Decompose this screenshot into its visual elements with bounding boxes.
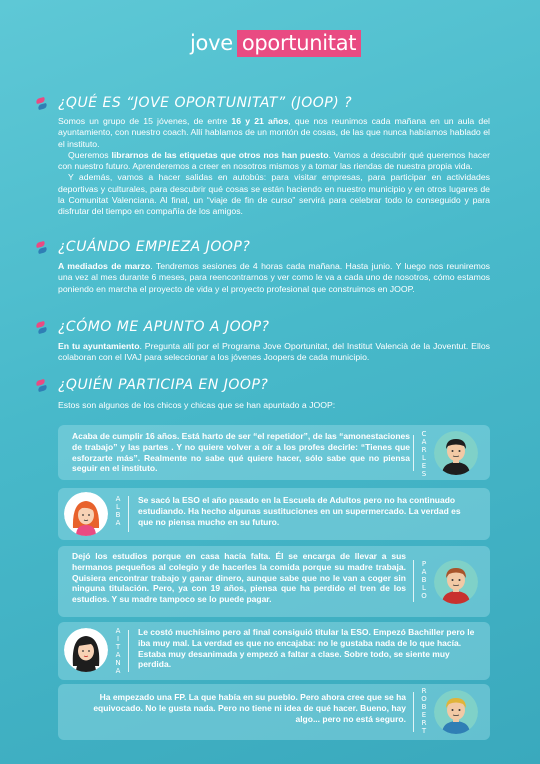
section-heading (36, 316, 488, 338)
testimonial-text: Acaba de cumplir 16 años. Está harto de ser “el repetidor”, de las “amonestaciones de trabajo” y las partes . Y no quiere volver a oír a los profes decirle: “Tienes que esforzarte más”. Realmente no sabe qué quiere hacer, sólo sabe que no piensa seguir en el instituto. (72, 431, 410, 474)
divider (128, 630, 129, 672)
logo-jove: jove (190, 31, 233, 55)
divider (413, 692, 414, 732)
testimonial-text: Ha empezado una FP. La que había en su pueblo. Pero ahora cree que se ha equivocado. No le gusta nada. Pero no tiene ni idea de qué hacer. Bueno, hay algo... pero no está seguro. (93, 692, 406, 724)
testimonial-text: Dejó los estudios porque en casa hacía falta. Él se encarga de llevar a sus hermanos pequeños al colegio y de hacerles la comida porque su madre trabaja. Quisiera encontrar trabajo y ganar dinero, aunque sabe que no le van a coger sin ninguna titulación. Pero, ya con 19 años, piensa que ha perdido el tren de los estudios. Y su madre tampoco se lo puede pagar. (72, 551, 406, 605)
testimonial-card-carles (58, 425, 490, 480)
paragraph: Y además, vamos a hacer salidas en autobús: para visitar empresas, para participar en actividades deportivas y culturales, para descubrir qué cosas se están haciendo en nuestro municipio y en otros lugares de la Comunitat Valenciana. Al final, un “viaje de fin de curso” servirá para celebrar todo lo conseguido y para disfrutar del tiempo en compañía de los amigos. (58, 172, 490, 217)
divider (128, 496, 129, 532)
testimonial-text: Se sacó la ESO el año pasado en la Escuela de Adultos pero no ha continuado estudiando. Ha hecho algunas sustituciones en un supermercado. La verdad es que no piensa mucho en su futuro. (138, 495, 461, 527)
leaf-bullet-icon (36, 96, 50, 110)
section-intro (58, 400, 490, 411)
avatar-robert (434, 690, 478, 734)
leaf-bullet-icon (36, 320, 50, 334)
heading-cuando: ¿CUÁNDO EMPIEZA JOOP? (58, 239, 251, 255)
heading-quien: ¿QUIÉN PARTICIPA EN JOOP? (58, 377, 269, 393)
testimonial-text: Le costó muchísimo pero al final consiguió titular la ESO. Empezó Bachiller pero le iba muy mal. La verdad es que no encajaba: no le gustaba nada de lo que hacía. Estaba muy desanimada y empezó a faltar a clase. Sobre todo, se siente muy perdida. (138, 627, 475, 670)
testimonial-name: R O B E R T (421, 687, 427, 735)
paragraph: A mediados de marzo. Tendremos sesiones de 4 horas cada mañana. Hasta junio. Y luego nos reuniremos una vez al mes durante 6 meses, para reencontrarnos y ver como le va a cada uno de nosotros, cómo estamos poniendo en marcha el proyecto de vida y el proyecto profesional que construimos en JOOP. (58, 261, 490, 294)
section-heading (36, 92, 488, 114)
section-que-es (36, 92, 488, 218)
heading-que-es: ¿QUÉ ES “JOVE OPORTUNITAT” (JOOP) ? (58, 95, 353, 111)
paragraph: Queremos librarnos de las etiquetas que otros nos han puesto. Vamos a descubrir qué queremos hacer con nuestro futuro. Aprenderemos a creer en nosotros mismos y a tomar las riendas de nuestra propia vida. (58, 149, 490, 172)
section-como (36, 316, 488, 364)
testimonial-name: P A B L O (421, 560, 427, 600)
testimonial-card-alba (58, 488, 490, 540)
paragraph: Estos son algunos de los chicos y chicas que se han apuntado a JOOP: (58, 400, 336, 410)
avatar-carles (434, 431, 478, 475)
section-body (58, 261, 490, 295)
divider (413, 435, 414, 471)
avatar-pablo (434, 560, 478, 604)
heading-como: ¿CÓMO ME APUNTO A JOOP? (58, 319, 270, 335)
testimonial-card-aitana (58, 622, 490, 680)
paragraph: Somos un grupo de 15 jóvenes, de entre 16 y 21 años, que nos reunimos cada mañana en un aula del ayuntamiento, con nuestro coach. Allí hablamos de un montón de cosas, de las que nunca habíamos hablado el el instituto. (58, 116, 490, 149)
section-heading (36, 374, 488, 396)
divider (413, 560, 414, 602)
testimonial-card-robert (58, 684, 490, 740)
section-quien (36, 374, 488, 411)
avatar-alba (64, 492, 108, 536)
leaf-bullet-icon (36, 240, 50, 254)
section-body (58, 341, 490, 364)
testimonial-card-pablo (58, 546, 490, 617)
logo-oportunitat: oportunitat (237, 30, 361, 57)
testimonial-name: C A R L E S (421, 430, 427, 478)
section-heading (36, 236, 488, 258)
testimonial-name: A I T A N A (115, 627, 121, 675)
logo (190, 30, 361, 57)
paragraph: En tu ayuntamiento. Pregunta allí por el Programa Jove Oportunitat, del Institut Valencià de la Joventut. Ellos colaboran con el IVAJ para seleccionar a los jóvenes Joopers de cada municipio. (58, 341, 490, 363)
testimonial-name: A L B A (115, 495, 121, 527)
leaf-bullet-icon (36, 378, 50, 392)
avatar-aitana (64, 628, 108, 672)
section-cuando (36, 236, 488, 295)
section-body (58, 116, 490, 218)
